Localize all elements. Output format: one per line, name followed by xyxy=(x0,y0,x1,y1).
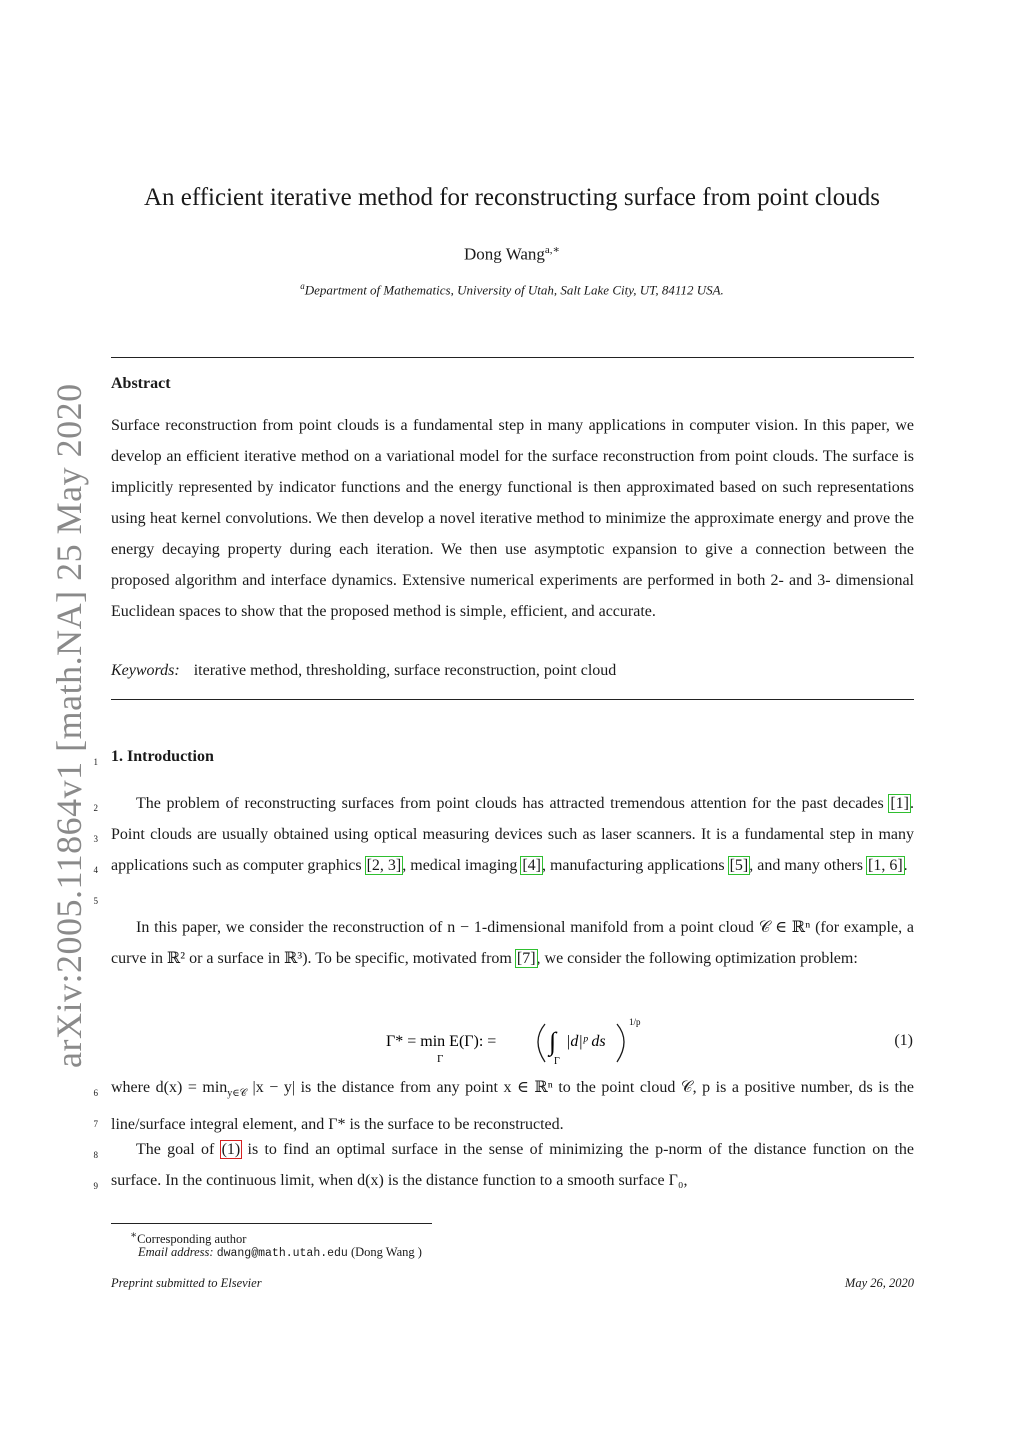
preprint-note: Preprint submitted to Elsevier xyxy=(111,1276,262,1290)
equation-1 xyxy=(0,1016,1024,1066)
footnote-email: Email address: dwang@math.utah.edu (Dong Wang ) xyxy=(138,1245,422,1260)
intro-paragraph-3: where $d(x) = \min_{y\in 𝒞} |x - y|$ is the distance from any point x ∈ ℝⁿ to the point cloud 𝒞, p is a positive number, ds is the line/surface integral element, and Γ* is the surface to be reconstructed. xyxy=(111,1079,915,1134)
equation-paren-right xyxy=(617,1024,624,1062)
equation-power: 1/p xyxy=(629,1017,641,1027)
line-number: 2 xyxy=(93,803,98,813)
equation-number: (1) xyxy=(894,1032,913,1049)
preprint-date: May 26, 2020 xyxy=(844,1276,914,1290)
line-number: 3 xyxy=(93,834,98,844)
abstract-heading: Abstract xyxy=(111,375,171,392)
intro-paragraph-4: The goal of (1) is to find an optimal surface in the sense of minimizing the p-norm of the distance function on the surface. In the continuous limit, when d(x) is the distance function to a smooth surface Γ₀, xyxy=(111,1141,915,1189)
citation-link[interactable]: [7] xyxy=(516,950,536,967)
citation-link[interactable]: [1, 6] xyxy=(868,857,903,874)
paper-title: An efficient iterative method for reconstructing surface from point clouds xyxy=(143,184,881,211)
email-link[interactable]: dwang@math.utah.edu xyxy=(216,1247,348,1260)
equation-int-sub: Γ xyxy=(554,1056,560,1066)
citation-link[interactable]: [5] xyxy=(729,857,749,874)
affiliation-sup: a xyxy=(300,281,305,291)
line-number: 1 xyxy=(93,757,98,767)
equation-graphic xyxy=(0,1016,1024,1066)
footnote-corresponding: ∗Corresponding author xyxy=(130,1230,247,1247)
affiliation-text: Department of Mathematics, University of Utah, Salt Lake City, UT, 84112 USA. xyxy=(304,282,724,298)
citation-link[interactable]: [2, 3] xyxy=(366,857,402,874)
keywords-text: iterative method, thresholding, surface reconstruction, point cloud xyxy=(193,662,617,679)
citation-link[interactable]: [1] xyxy=(890,795,909,812)
keywords xyxy=(111,662,616,680)
line-number: 6 xyxy=(93,1088,98,1098)
equation-lhs: Γ* = min E(Γ): = xyxy=(386,1033,497,1050)
author-line xyxy=(0,243,1024,265)
citation-link[interactable]: [4] xyxy=(522,857,541,874)
abstract-bottom-rule xyxy=(111,699,914,700)
line-number: 5 xyxy=(93,896,98,906)
abstract-top-rule xyxy=(111,357,914,358)
line-number: 9 xyxy=(93,1181,98,1191)
section-heading: 1. Introduction xyxy=(111,748,214,765)
equation-reference-link[interactable]: (1) xyxy=(221,1141,241,1158)
keywords-label: Keywords: xyxy=(111,662,180,679)
intro-paragraph-2: In this paper, we consider the reconstruction of n − 1-dimensional manifold from a point cloud 𝒞 ∈ ℝⁿ (for example, a curve in ℝ² or a surface in ℝ³). To be specific, motivated from [7], we consider the following optimization problem: xyxy=(111,919,914,967)
equation-min-sub: Γ xyxy=(437,1053,444,1065)
abstract-text: Surface reconstruction from point clouds is a fundamental step in many applications in computer vision. In this paper, we develop an efficient iterative method on a variational model for the surface reconstruction from point clouds. The surface is implicitly represented by indicator functions and the energy functional is then approximated based on such representations using heat kernel convolutions. We then develop a novel iterative method to minimize the approximate energy and prove the energy decaying property during each iteration. We then use asymptotic expansion to give a connection between the proposed algorithm and interface dynamics. Extensive numerical experiments are performed in both 2- and 3- dimensional Euclidean spaces to show that the proposed method is simple, efficient, and accurate. xyxy=(111,417,914,620)
integral-sign: ∫ xyxy=(549,1027,557,1056)
author-name: Dong Wang xyxy=(463,244,545,264)
footnote-rule xyxy=(111,1223,432,1224)
line-number: 8 xyxy=(93,1150,98,1160)
intro-paragraph-1: The problem of reconstructing surfaces from point clouds has attracted tremendous attention for the past decades [1]. Point clouds are usually obtained using optical measuring devices such as laser scanners. It is a fundamental step in many applications such as computer graphics [2, 3], medical imaging [4], manufacturing applications [5], and many others [1, 6]. xyxy=(111,795,914,874)
equation-integrand: |d|ᵖ ds xyxy=(566,1033,606,1050)
arxiv-stamp: arXiv:2005.11864v1 [math.NA] 25 May 2020 xyxy=(49,383,89,1068)
affiliation xyxy=(0,281,1024,298)
equation-paren-left xyxy=(538,1024,545,1062)
line-number: 4 xyxy=(93,865,98,875)
line-number: 7 xyxy=(93,1119,98,1129)
author-sup: a,∗ xyxy=(544,244,561,256)
email-label: Email address: xyxy=(138,1245,214,1259)
